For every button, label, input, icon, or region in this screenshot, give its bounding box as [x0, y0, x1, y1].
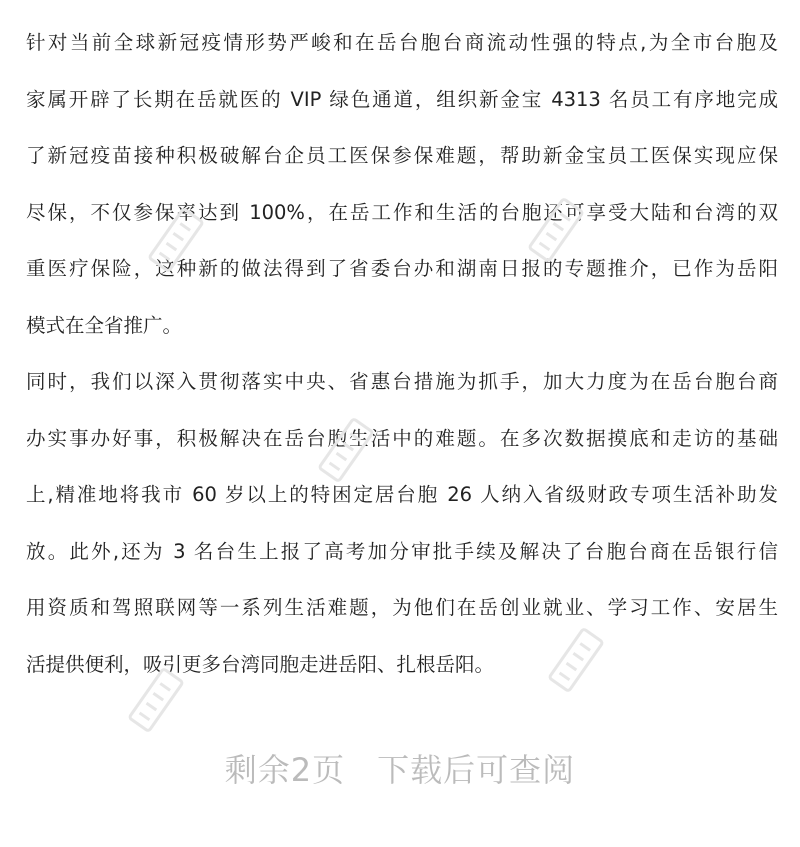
text-line: 同时，我们以深入贯彻落实中央、省惠台措施为抓手，加大力度为在岳台胞台商	[26, 370, 778, 393]
text-line: 重医疗保险，这种新的做法得到了省委台办和湖南日报的专题推介，已作为岳阳	[26, 257, 778, 280]
text-line: 上,精准地将我市 60 岁以上的特困定居台胞 26 人纳入省级财政专项生活补助发	[26, 483, 778, 506]
text-line: 了新冠疫苗接种积极破解台企员工医保参保难题，帮助新金宝员工医保实现应保	[26, 144, 778, 167]
text-line: 放。此外,还为 3 名台生上报了高考加分审批手续及解决了台胞台商在岳银行信	[26, 539, 778, 563]
text-line: 办实事办好事，积极解决在岳台胞生活中的难题。在多次数据摸底和走访的基础	[26, 426, 778, 450]
download-prompt[interactable]	[0, 742, 800, 798]
text-line: 模式在全省推广。	[26, 313, 183, 337]
text-line: 尽保，不仅参保率达到 100%，在岳工作和生活的台胞还可享受大陆和台湾的双	[26, 200, 778, 224]
download-to-read-label: 下载后可查阅	[377, 751, 576, 789]
text-line	[26, 0, 778, 15]
text-line: 活提供便利，吸引更多台湾同胞走进岳阳、扎根岳阳。	[26, 652, 495, 676]
text-line: 用资质和驾照联网等一系列生活难题，为他们在岳创业就业、学习工作、安居生	[26, 596, 778, 619]
remaining-pages-label: 剩余2页	[224, 751, 346, 789]
document-body	[26, 0, 778, 693]
text-line: 针对当前全球新冠疫情形势严峻和在岳台胞台商流动性强的特点,为全市台胞及	[26, 31, 778, 54]
text-line: 家属开辟了长期在岳就医的 VIP 绿色通道，组织新金宝 4313 名员工有序地完成	[26, 87, 778, 111]
